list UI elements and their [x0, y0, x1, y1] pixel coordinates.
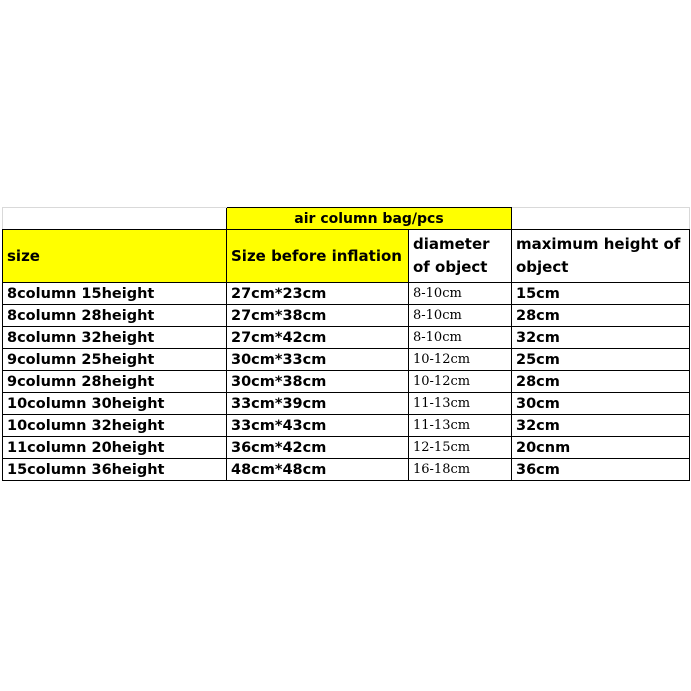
header-max-height: maximum height of object	[512, 230, 690, 283]
banner-empty-cell	[512, 208, 690, 230]
diameter-cell: 10-12cm	[409, 349, 512, 371]
table-row	[3, 415, 690, 437]
size-before-inflation-cell: 33cm*43cm	[227, 415, 409, 437]
table-row	[3, 283, 690, 305]
table-body	[3, 283, 690, 481]
diameter-cell: 11-13cm	[409, 415, 512, 437]
banner-cell: air column bag/pcs	[227, 208, 512, 230]
header-row	[3, 230, 690, 283]
max-height-cell: 20cnm	[512, 437, 690, 459]
size-before-inflation-cell: 33cm*39cm	[227, 393, 409, 415]
diameter-cell: 8-10cm	[409, 305, 512, 327]
size-table	[2, 207, 690, 481]
table-row	[3, 371, 690, 393]
header-diameter: diameter of object	[409, 230, 512, 283]
size-before-inflation-cell: 27cm*23cm	[227, 283, 409, 305]
size-cell: 11column 20height	[3, 437, 227, 459]
table-row	[3, 305, 690, 327]
diameter-cell: 8-10cm	[409, 283, 512, 305]
size-cell: 8column 15height	[3, 283, 227, 305]
max-height-cell: 25cm	[512, 349, 690, 371]
size-cell: 8column 32height	[3, 327, 227, 349]
diameter-cell: 10-12cm	[409, 371, 512, 393]
size-cell: 15column 36height	[3, 459, 227, 481]
max-height-cell: 32cm	[512, 327, 690, 349]
max-height-cell: 30cm	[512, 393, 690, 415]
size-before-inflation-cell: 36cm*42cm	[227, 437, 409, 459]
table-row	[3, 327, 690, 349]
size-cell: 9column 28height	[3, 371, 227, 393]
table-row	[3, 349, 690, 371]
size-cell: 10column 30height	[3, 393, 227, 415]
size-before-inflation-cell: 27cm*42cm	[227, 327, 409, 349]
size-chart	[2, 207, 689, 481]
max-height-cell: 15cm	[512, 283, 690, 305]
diameter-cell: 12-15cm	[409, 437, 512, 459]
size-before-inflation-cell: 48cm*48cm	[227, 459, 409, 481]
size-before-inflation-cell: 30cm*38cm	[227, 371, 409, 393]
size-cell: 8column 28height	[3, 305, 227, 327]
banner-empty-cell	[3, 208, 227, 230]
max-height-cell: 28cm	[512, 371, 690, 393]
table-row	[3, 459, 690, 481]
header-size: size	[3, 230, 227, 283]
size-before-inflation-cell: 30cm*33cm	[227, 349, 409, 371]
table-row	[3, 393, 690, 415]
table-row	[3, 437, 690, 459]
max-height-cell: 32cm	[512, 415, 690, 437]
diameter-cell: 16-18cm	[409, 459, 512, 481]
size-before-inflation-cell: 27cm*38cm	[227, 305, 409, 327]
size-cell: 9column 25height	[3, 349, 227, 371]
header-size-before-inflation: Size before inflation	[227, 230, 409, 283]
diameter-cell: 8-10cm	[409, 327, 512, 349]
max-height-cell: 28cm	[512, 305, 690, 327]
diameter-cell: 11-13cm	[409, 393, 512, 415]
banner-row	[3, 208, 690, 230]
max-height-cell: 36cm	[512, 459, 690, 481]
size-cell: 10column 32height	[3, 415, 227, 437]
